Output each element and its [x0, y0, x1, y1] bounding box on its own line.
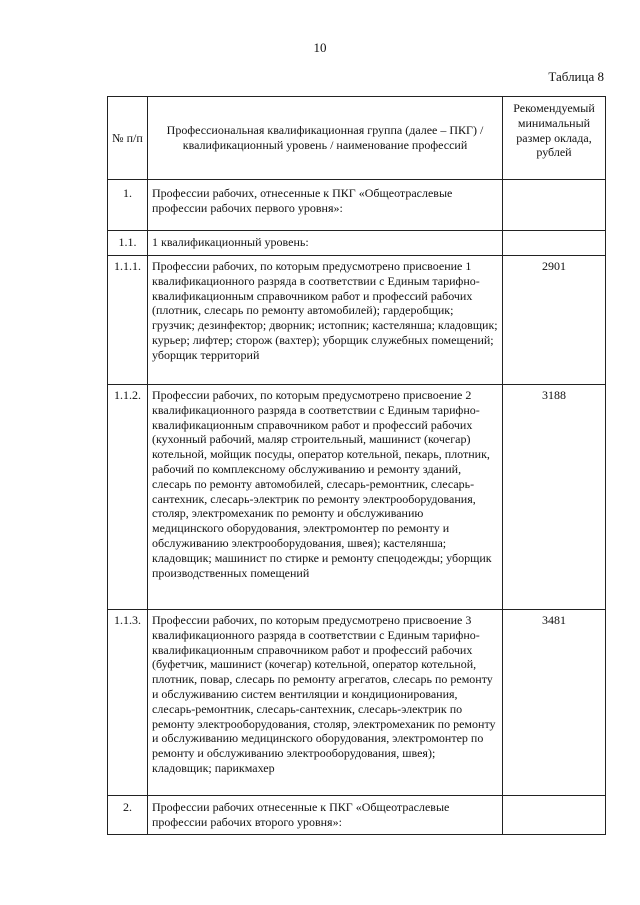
- row-salary: 3481: [503, 610, 606, 796]
- table-row: [108, 180, 606, 231]
- row-name: Профессии рабочих, отнесенные к ПКГ «Общеотраслевые профессии рабочих первого уровня»:: [148, 180, 503, 231]
- row-salary: [503, 796, 606, 835]
- row-num: 1.1.1.: [108, 256, 148, 385]
- page-number: 10: [313, 40, 327, 55]
- row-num: 1.: [108, 180, 148, 231]
- row-salary: 3188: [503, 385, 606, 610]
- table-row: [108, 256, 606, 385]
- table-header-row: [108, 97, 606, 180]
- header-salary: Рекомендуемый минимальный размер оклада, рублей: [503, 97, 606, 180]
- table-label: Таблица 8: [548, 69, 604, 84]
- row-name: Профессии рабочих, по которым предусмотрено присвоение 2 квалификационного разряда в соответствии с Единым тарифно-квалификационным справочником работ и профессий рабочих (кухонный рабочий, маляр строительный, машинист (кочегар) котельной, мойщик посуды, оператор котельной, пекарь, плотник, рабочий по комплексному обслуживанию и ремонту зданий, слесарь по ремонту автомобилей, слесарь-ремонтник, слесарь-сантехник, слесарь-электрик по ремонту электрооборудования, столяр, электромеханик по ремонту и обслуживанию медицинского оборудования, электромонтер по ремонту и обслуживанию электрооборудования, швея); кастелянша; кладовщик; машинист по стирке и ремонту спецодежды; уборщик производственных помещений: [148, 385, 503, 610]
- table-row: [108, 610, 606, 796]
- row-name: Профессии рабочих отнесенные к ПКГ «Общеотраслевые профессии рабочих второго уровня»:: [148, 796, 503, 835]
- salary-table: [107, 96, 606, 835]
- row-name: 1 квалификационный уровень:: [148, 231, 503, 256]
- row-num: 1.1.2.: [108, 385, 148, 610]
- table-row: [108, 385, 606, 610]
- row-salary: [503, 180, 606, 231]
- header-num: № п/п: [108, 97, 148, 180]
- row-name: Профессии рабочих, по которым предусмотрено присвоение 1 квалификационного разряда в соответствии с Единым тарифно-квалификационным справочником работ и профессий рабочих (плотник, слесарь по ремонту автомобилей); гардеробщик; грузчик; дезинфектор; дворник; истопник; кастелянша; кладовщик; курьер; лифтер; сторож (вахтер); уборщик служебных помещений; уборщик территорий: [148, 256, 503, 385]
- row-num: 2.: [108, 796, 148, 835]
- header-name: Профессиональная квалификационная группа (далее – ПКГ) / квалификационный уровень / наименование профессий: [148, 97, 503, 180]
- row-num: 1.1.: [108, 231, 148, 256]
- table-row: [108, 796, 606, 835]
- row-name: Профессии рабочих, по которым предусмотрено присвоение 3 квалификационного разряда в соответствии с Единым тарифно-квалификационным справочником работ и профессий рабочих (буфетчик, машинист (кочегар) котельной, оператор котельной, плотник, повар, слесарь по ремонту агрегатов, слесарь по ремонту и обслуживанию систем вентиляции и кондиционирования, слесарь-ремонтник, слесарь-сантехник, слесарь-электрик по ремонту электрооборудования, столяр, электромеханик по ремонту и обслуживанию медицинского оборудования, электромонтер по ремонту и обслуживанию электрооборудования, швея); кладовщик; парикмахер: [148, 610, 503, 796]
- table-row: [108, 231, 606, 256]
- row-salary: 2901: [503, 256, 606, 385]
- row-salary: [503, 231, 606, 256]
- row-num: 1.1.3.: [108, 610, 148, 796]
